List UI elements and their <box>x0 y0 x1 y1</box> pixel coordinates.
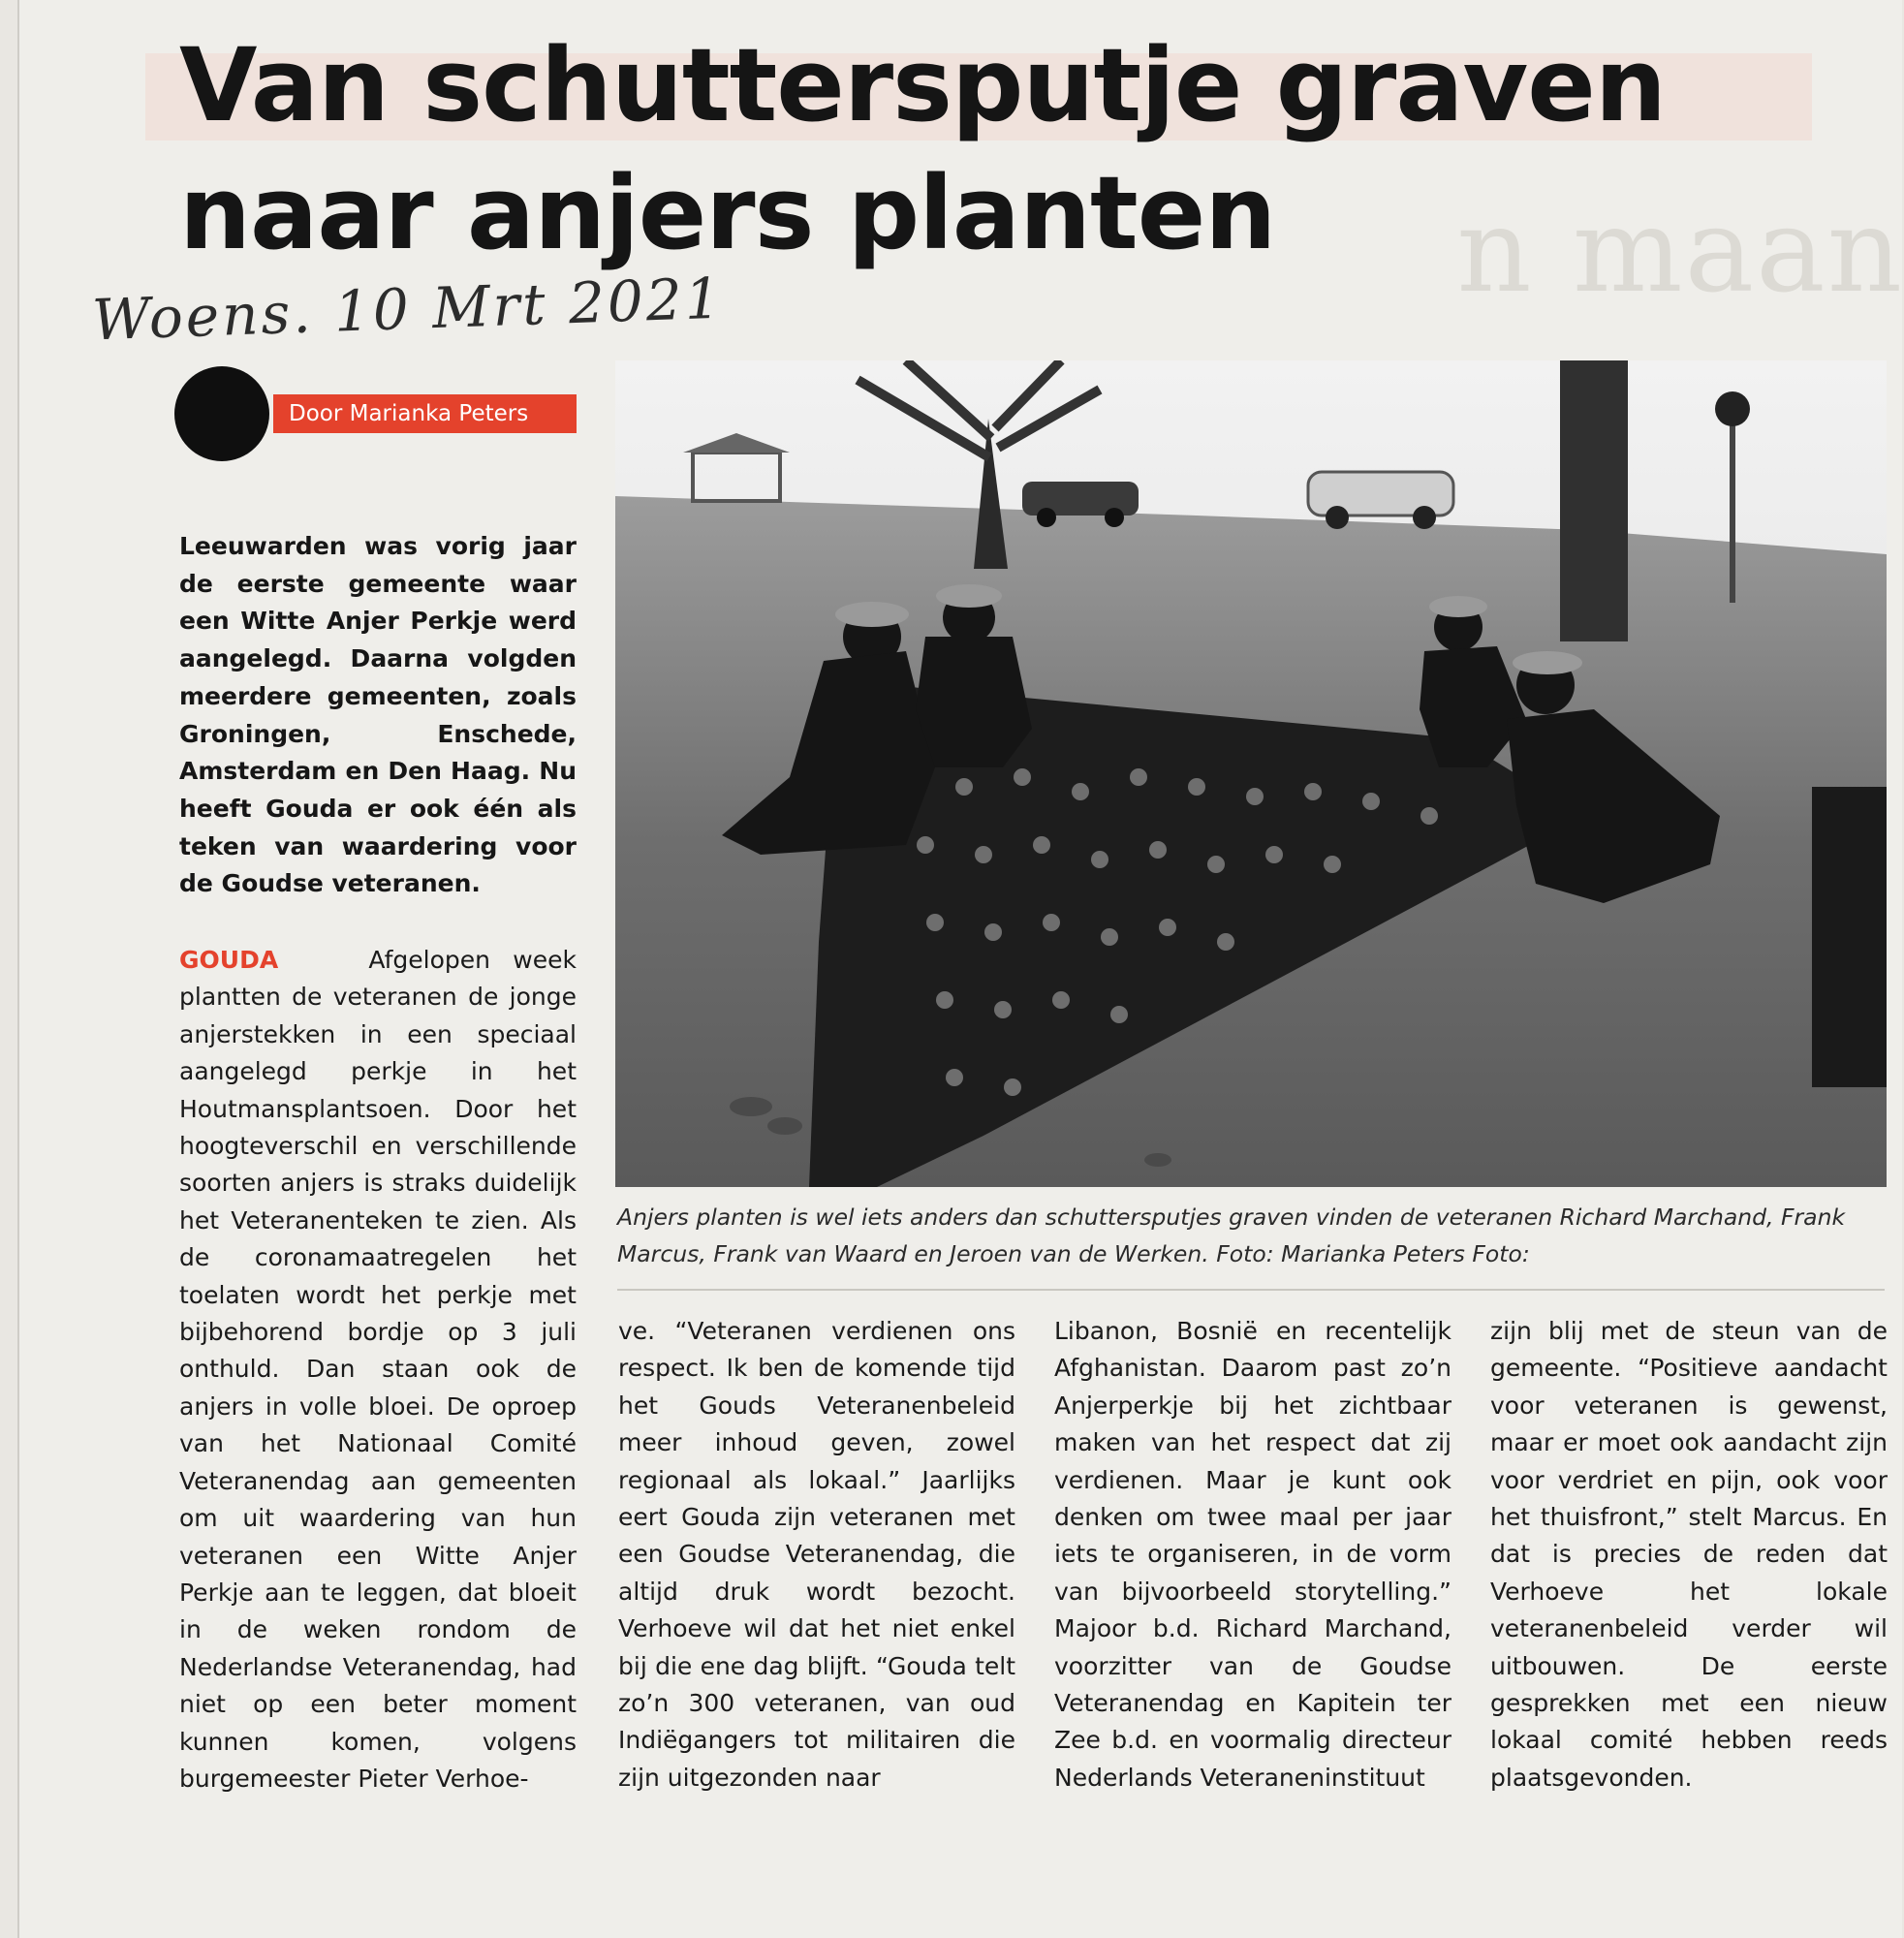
body-column-3: Libanon, Bosnië en recentelijk Afghanistan. Daarom past zo’n Anjerperkje bij het zichtbaar maken van het respect dat zij verdienen. Maar je kunt ook denken om twee maal per jaar iets te organiseren, in de vorm van bijvoorbeeld storytelling.” Majoor b.d. Richard Marchand, voorzitter van de Goudse Veteranendag en Kapitein ter Zee b.d. en voormalig directeur Nederlands Veteraneninstituut <box>1054 1317 1451 1792</box>
dateline: GOUDA <box>179 946 279 974</box>
byline-label: Door Marianka Peters <box>273 394 577 433</box>
handwritten-date-note: Woens. 10 Mrt 2021 <box>91 265 725 354</box>
body-column-1 <box>179 942 577 1797</box>
bleed-through-text: n maan <box>1456 184 1904 319</box>
body-column-2: ve. “Veteranen verdienen ons respect. Ik ben de komende tijd het Gouds Veteranenbeleid meer inhoud geven, zowel regionaal als lokaal.” Jaarlijks eert Gouda zijn veteranen met een Goudse Veteranendag, die altijd druk wordt bezocht. Verhoeve wil dat het niet enkel bij die ene dag blijft. “Gouda telt zo’n 300 veteranen, van oud Indiëgangers tot militairen die zijn uitgezonden naar <box>618 1317 1015 1792</box>
intro-paragraph: Leeuwarden was vorig jaar de eerste gemeente waar een Witte Anjer Perkje werd aangelegd. Daarna volgden meerdere gemeenten, zoals Groningen, Enschede, Amsterdam en Den Haag. Nu heeft Gouda er ook één als teken van waardering voor de Goudse veteranen. <box>179 532 577 898</box>
author-avatar-dot <box>174 366 269 461</box>
headline: Van schuttersputje graven naar anjers planten <box>179 26 1666 272</box>
article-photo <box>615 360 1887 1187</box>
photo-caption: Anjers planten is wel iets anders dan schuttersputjes graven vinden de veteranen Richard Marchand, Frank Marcus, Frank van Waard en Jeroen van de Werken. Foto: Marianka Peters Foto: <box>617 1203 1846 1267</box>
body-column-4: zijn blij met de steun van de gemeente. “Positieve aandacht voor veteranen is gewenst, maar er moet ook aandacht zijn voor verdriet en pijn, ook voor het thuisfront,” stelt Marcus. En dat is precies de reden dat Verhoeve het lokale veteranenbeleid verder wil uitbouwen. De eerste gesprekken met een nieuw lokaal comité hebben reeds plaatsgevonden. <box>1490 1317 1888 1792</box>
column-rule <box>617 1289 1885 1291</box>
body-column-1-text: Afgelopen week plantten de veteranen de jonge anjerstekken in een speciaal aangelegd perkje in het Houtmansplantsoen. Door het hoogteverschil en verschillende soorten anjers is straks duidelijk het Veteranenteken te zien. Als de coronamaatregelen het toelaten wordt het perkje met bijbehorend bordje op 3 juli onthuld. Dan staan ook de anjers in volle bloei. De oproep van het Nationaal Comité Veteranendag aan gemeenten om uit waardering van hun veteranen een Witte Anjer Perkje aan te leggen, dat bloeit in de weken rondom de Nederlandse Veteranendag, had niet op een beter moment kunnen komen, volgens burgemeester Pieter Verhoe- <box>179 946 577 1793</box>
